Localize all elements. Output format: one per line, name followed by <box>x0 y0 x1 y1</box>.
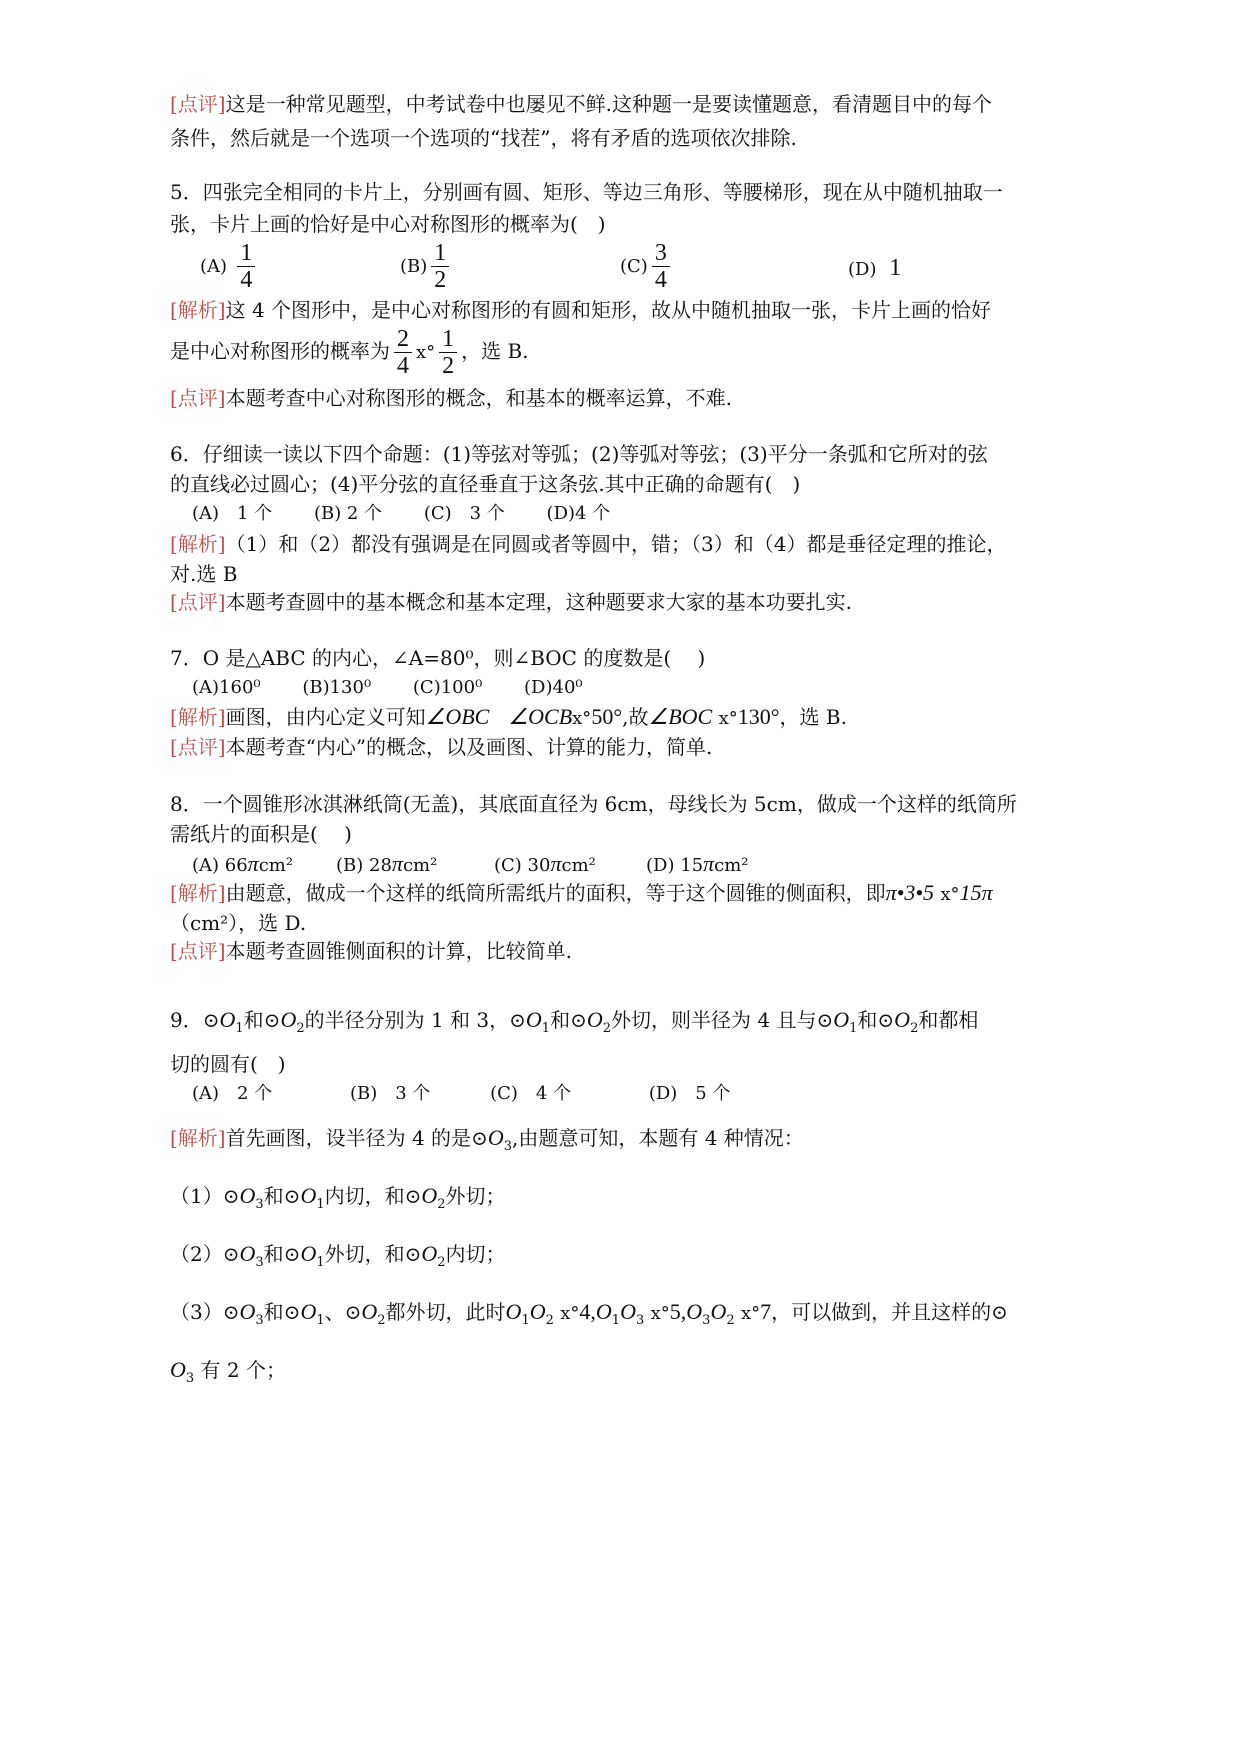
text: ，选 B. <box>461 339 529 363</box>
text: 本题考查中心对称图形的概念，和基本的概率运算，不难. <box>225 386 732 410</box>
text: ，可以做到，并且这样的⊙ <box>771 1300 1008 1324</box>
text: 和 <box>263 1184 284 1208</box>
garbled-symbol: ⅹ° <box>650 1303 670 1324</box>
option-label: (B) <box>400 256 428 277</box>
option-b <box>336 850 437 880</box>
option-label: (C) <box>620 256 648 277</box>
circle-dot-icon: ⊙ <box>222 1242 240 1266</box>
text: ,故 <box>622 705 649 729</box>
text: 、 <box>324 1300 345 1324</box>
subscript: 2 <box>437 1197 446 1212</box>
subscript: 1 <box>316 1255 325 1270</box>
math: O <box>586 1007 603 1032</box>
circle-dot-icon: ⊙ <box>202 1008 220 1032</box>
fraction <box>439 326 457 379</box>
option-text: (C) 30 <box>494 855 551 876</box>
subscript: 1 <box>316 1197 325 1212</box>
circle-dot-icon: ⊙ <box>404 1184 422 1208</box>
math: O <box>300 1299 317 1324</box>
question-9-line-1 <box>170 1006 978 1043</box>
math: 15π <box>959 880 993 905</box>
option-d <box>646 850 749 880</box>
garbled-symbol: ⅹ° <box>740 1303 761 1324</box>
math: O <box>487 1125 504 1150</box>
text: ，选 B. <box>779 705 847 729</box>
pi-symbol: π <box>391 851 403 876</box>
solution-7 <box>170 703 847 733</box>
text: 本题考查圆锥侧面积的计算，比较简单. <box>225 939 572 963</box>
unit: cm² <box>402 855 438 876</box>
circle-dot-icon: ⊙ <box>404 1242 422 1266</box>
math: O <box>421 1241 438 1266</box>
unit: cm² <box>714 855 749 876</box>
math: 50° <box>591 704 623 729</box>
question-6-line-1: 6．仔细读一读以下四个命题：(1)等弦对等弧；(2)等弧对等弦；(3)平分一条弧和它所对的弦 <box>170 442 988 466</box>
question-8-line-1: 8．一个圆锥形冰淇淋纸筒(无盖)，其底面直径为 6cm，母线长为 5cm，做成一个这样的纸筒所 <box>170 792 1017 816</box>
math: 7 <box>760 1299 772 1324</box>
text: 和 <box>263 1242 284 1266</box>
text-line: 条件，然后就是一个选项一个选项的“找茬”，将有矛盾的选项依次排除. <box>170 126 797 150</box>
text: 这 4 个图形中，是中心对称图形的有圆和矩形，故从中随机抽取一张，卡片上画的恰好 <box>225 298 992 322</box>
option-d <box>848 254 901 284</box>
subscript: 3 <box>255 1255 264 1270</box>
solution-9-intro <box>170 1124 804 1161</box>
circle-dot-icon: ⊙ <box>570 1008 587 1032</box>
math: O <box>833 1007 850 1032</box>
option-b <box>400 240 453 293</box>
review-8 <box>170 937 572 965</box>
math: O <box>300 1183 317 1208</box>
option-value: 1 <box>889 255 902 281</box>
denominator: 4 <box>397 353 409 379</box>
text: 外切，和 <box>324 1242 405 1266</box>
garbled-symbol: ⅹ° <box>572 708 592 729</box>
numerator: 3 <box>652 240 670 267</box>
pi-symbol: π <box>550 851 562 876</box>
math: ∠OCB <box>508 704 573 729</box>
unit: cm² <box>561 855 596 876</box>
circle-dot-icon: ⊙ <box>509 1008 526 1032</box>
math: O <box>421 1183 438 1208</box>
text: 和都相 <box>918 1008 979 1032</box>
text: 外切，则半径为 4 且与 <box>611 1008 817 1032</box>
question-number: 9． <box>170 1008 203 1032</box>
text: 内切，和 <box>324 1184 405 1208</box>
math: O <box>505 1299 522 1324</box>
garbled-symbol: ⅹ° <box>718 708 738 729</box>
option-text: (D) 15 <box>646 855 704 876</box>
solution-5-line-2 <box>170 326 529 379</box>
text: 这是一种常见题型，中考试卷中也屡见不鲜.这种题一是要读懂题意，看清题目中的每个 <box>225 92 992 116</box>
math: O <box>529 1299 546 1324</box>
subscript: 1 <box>541 1021 551 1036</box>
denominator: 2 <box>434 267 447 293</box>
review-6 <box>170 588 852 616</box>
circle-dot-icon: ⊙ <box>263 1008 281 1032</box>
option-a <box>200 240 259 293</box>
text: 首先画图，设半径为 4 的是 <box>225 1126 472 1150</box>
subscript: 2 <box>437 1255 446 1270</box>
math: O <box>170 1357 186 1382</box>
option-a <box>192 850 293 880</box>
garbled-symbol: ⅹ° <box>940 884 960 905</box>
subscript: 1 <box>235 1021 244 1036</box>
text: 都外切，此时 <box>385 1300 506 1324</box>
subscript: 3 <box>255 1313 264 1328</box>
text: 画图，由内心定义可知 <box>225 705 426 729</box>
solution-8-line-1 <box>170 879 993 909</box>
math: O <box>219 1007 236 1032</box>
math: O <box>894 1007 911 1032</box>
subscript: 3 <box>503 1139 512 1154</box>
subscript: 2 <box>910 1021 919 1036</box>
fraction <box>431 240 449 293</box>
solution-tag: [解析] <box>170 532 226 556</box>
fraction <box>652 240 670 293</box>
solution-6-line-2: 对.选 B <box>170 562 238 586</box>
solution-tag: [解析] <box>170 881 226 905</box>
text: 和 <box>243 1008 264 1032</box>
subscript: 2 <box>545 1313 554 1328</box>
pi-symbol: π <box>703 851 715 876</box>
solution-8-line-2: （cm²），选 D. <box>170 911 307 935</box>
text: 和 <box>857 1008 878 1032</box>
fraction <box>394 326 412 379</box>
subscript: 1 <box>316 1313 325 1328</box>
subscript: 3 <box>635 1313 645 1328</box>
solution-5-line-1 <box>170 296 991 324</box>
option-text: (B) 28 <box>336 855 392 876</box>
circle-dot-icon: ⊙ <box>283 1184 301 1208</box>
circle-dot-icon: ⊙ <box>471 1126 488 1150</box>
review-tag: [点评] <box>170 735 226 759</box>
circle-dot-icon: ⊙ <box>222 1184 240 1208</box>
text: 内切； <box>445 1242 506 1266</box>
question-6-options: (A) 1 个 (B) 2 个 (C) 3 个 (D)4 个 <box>192 503 611 524</box>
math: O <box>300 1241 317 1266</box>
review-tag: [点评] <box>170 92 226 116</box>
subscript: 3 <box>255 1197 264 1212</box>
math: O <box>525 1007 542 1032</box>
text: 的半径分别为 1 和 3， <box>304 1008 510 1032</box>
subscript: 1 <box>849 1021 858 1036</box>
math: 4, <box>579 1299 596 1324</box>
math: O <box>620 1299 636 1324</box>
math: ∠BOC <box>648 704 713 729</box>
solution-tag: [解析] <box>170 298 226 322</box>
circle-dot-icon: ⊙ <box>344 1300 362 1324</box>
text: ,由题意可知，本题有 4 种情况： <box>512 1126 804 1150</box>
review-tag: [点评] <box>170 939 226 963</box>
text: 本题考查“内心”的概念，以及画图、计算的能力，简单. <box>225 735 713 759</box>
garbled-symbol: ⅹ° <box>560 1303 580 1324</box>
solution-tag: [解析] <box>170 1126 226 1150</box>
math: O <box>239 1183 256 1208</box>
solution-tag: [解析] <box>170 705 226 729</box>
subscript: 1 <box>611 1313 621 1328</box>
subscript: 2 <box>377 1313 386 1328</box>
text: 有 2 个； <box>200 1358 286 1382</box>
case-number: （1） <box>170 1184 223 1208</box>
pi-symbol: π <box>247 851 259 876</box>
text: 本题考查圆中的基本概念和基本定理，这种题要求大家的基本功要扎实. <box>225 590 852 614</box>
math: ∠OBC <box>425 704 490 729</box>
math: 130° <box>737 704 780 729</box>
text: 和 <box>263 1300 284 1324</box>
math: O <box>280 1007 297 1032</box>
case-2 <box>170 1240 506 1277</box>
question-6-line-2: 的直线必过圆心；(4)平分弦的直径垂直于这条弦.其中正确的命题有( ) <box>170 472 801 496</box>
circle-dot-icon: ⊙ <box>283 1242 301 1266</box>
math: O <box>686 1299 703 1324</box>
case-number: （2） <box>170 1242 223 1266</box>
question-8-line-2: 需纸片的面积是( ) <box>170 822 352 846</box>
question-9-line-2: 切的圆有( ) <box>170 1052 286 1076</box>
review-7 <box>170 733 712 761</box>
subscript: 1 <box>521 1313 530 1328</box>
subscript: 3 <box>185 1371 195 1386</box>
numerator: 1 <box>439 326 457 353</box>
numerator: 2 <box>394 326 412 353</box>
question-7-line-1: 7．O 是△ABC 的内心，∠A=80⁰，则∠BOC 的度数是( ) <box>170 646 706 670</box>
question-7-options: (A)160⁰ (B)130⁰ (C)100⁰ (D)40⁰ <box>192 677 583 698</box>
circle-dot-icon: ⊙ <box>222 1300 240 1324</box>
math: O <box>595 1299 612 1324</box>
garbled-symbol: ⅹ° <box>416 342 436 363</box>
denominator: 4 <box>240 267 253 293</box>
numerator: 1 <box>431 240 449 267</box>
denominator: 4 <box>654 267 667 293</box>
case-3 <box>170 1298 1008 1335</box>
math: O <box>361 1299 378 1324</box>
circle-dot-icon: ⊙ <box>283 1300 301 1324</box>
case-3-cont <box>170 1356 286 1393</box>
unit: cm² <box>258 855 294 876</box>
circle-dot-icon: ⊙ <box>816 1008 834 1032</box>
option-text: (A) 66 <box>192 855 248 876</box>
case-number: （3） <box>170 1300 223 1324</box>
text: 外切； <box>445 1184 506 1208</box>
math: 5, <box>669 1299 687 1324</box>
numerator: 1 <box>237 240 255 267</box>
question-9-options: (A) 2 个 (B) 3 个 (C) 4 个 (D) 5 个 <box>192 1083 731 1104</box>
option-label: (D) <box>848 259 877 280</box>
subscript: 2 <box>296 1021 305 1036</box>
math: O <box>710 1299 727 1324</box>
denominator: 2 <box>442 353 455 379</box>
subscript: 2 <box>602 1021 612 1036</box>
solution-6-line-1 <box>170 530 1007 558</box>
option-label: (A) <box>200 256 228 277</box>
circle-dot-icon: ⊙ <box>877 1008 895 1032</box>
fraction <box>237 240 255 293</box>
math: π•3•5 <box>885 880 935 905</box>
case-1 <box>170 1182 506 1219</box>
question-5-line-2: 张，卡片上画的恰好是中心对称图形的概率为( ) <box>170 212 606 236</box>
text: （1）和（2）都没有强调是在同圆或者等圆中，错；（3）和（4）都是垂径定理的推论， <box>225 532 1007 556</box>
text: 由题意，做成一个这样的纸筒所需纸片的面积，等于这个圆锥的侧面积，即 <box>225 881 886 905</box>
option-c <box>620 240 674 293</box>
math: O <box>239 1299 256 1324</box>
option-c <box>494 850 596 880</box>
question-5-line-1: 5．四张完全相同的卡片上，分别画有圆、矩形、等边三角形、等腰梯形，现在从中随机抽取一 <box>170 180 1003 204</box>
review-tag: [点评] <box>170 386 226 410</box>
subscript: 2 <box>726 1313 735 1328</box>
review-tag: [点评] <box>170 590 226 614</box>
text: 和 <box>550 1008 571 1032</box>
review-line <box>170 90 992 118</box>
math: O <box>239 1241 256 1266</box>
subscript: 3 <box>702 1313 711 1328</box>
text: 是中心对称图形的概率为 <box>170 339 390 363</box>
review-5 <box>170 384 732 412</box>
